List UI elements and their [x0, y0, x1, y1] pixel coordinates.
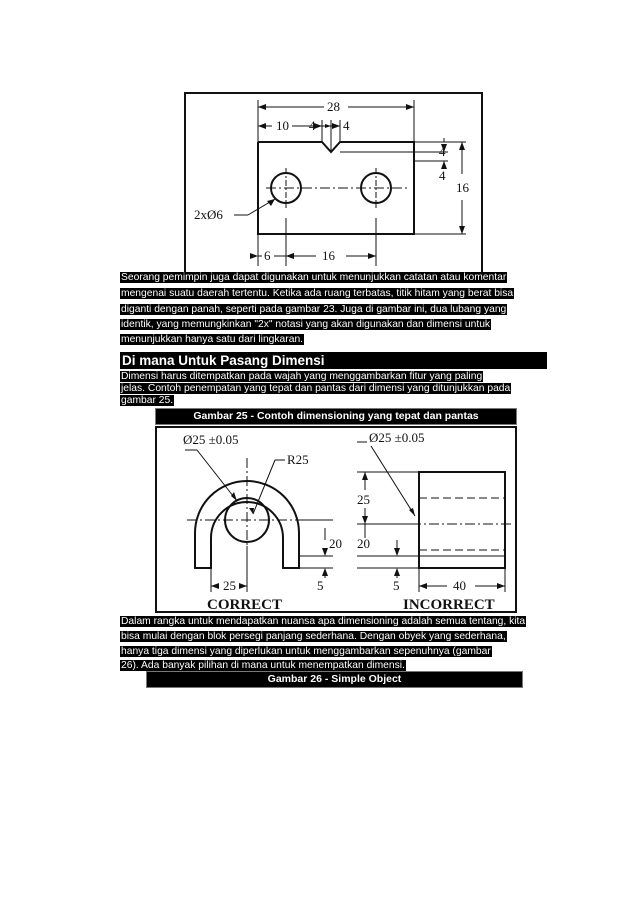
figure-1-drawing	[184, 92, 483, 274]
correct-label: CORRECT	[207, 597, 283, 611]
dim-overall: 28	[327, 99, 340, 114]
dim-height: 16	[456, 180, 469, 195]
dim-right-a: 4	[439, 144, 446, 159]
figure-1-svg	[186, 94, 481, 272]
paragraph-3-line: 26). Ada banyak pilihan di mana untuk menempatkan dimensi.	[121, 660, 405, 671]
dim-notch-a: 4	[309, 118, 316, 133]
incorrect-label: INCORRECT	[403, 597, 495, 611]
dim-bottom-left: 6	[264, 248, 271, 263]
dim-right-b: 4	[439, 168, 446, 183]
dim-bottom-span: 16	[322, 248, 335, 263]
figure-25-caption: Gambar 25 - Contoh dimensioning yang tepat dan pantas	[155, 408, 517, 425]
dim-hole-note: 2xØ6	[194, 207, 223, 222]
incorrect-dim-5: 5	[393, 578, 400, 593]
figure-25-svg	[157, 428, 515, 611]
paragraph-1-line: diganti dengan panah, seperti pada gambar 23. Juga di gambar ini, dua lubang yang	[121, 304, 507, 315]
paragraph-3-line: bisa mulai dengan blok persegi panjang sederhana. Dengan obyek yang sederhana,	[121, 631, 506, 642]
paragraph-1-line: Seorang pemimpin juga dapat digunakan untuk menunjukkan catatan atau komentar	[121, 272, 507, 283]
paragraph-1-line: mengenai suatu daerah tertentu. Ketika ada ruang terbatas, titik hitam yang berat bisa	[121, 288, 514, 299]
dim-left: 10	[276, 118, 289, 133]
paragraph-1-line: menunjukkan hanya satu dari lingkaran.	[121, 334, 304, 345]
correct-dim-20: 20	[329, 536, 342, 551]
incorrect-dim-25: 25	[357, 492, 370, 507]
correct-dim-5: 5	[317, 578, 324, 593]
figure-25-drawing	[155, 426, 517, 613]
correct-dim-25: 25	[223, 578, 236, 593]
figure-26-caption: Gambar 26 - Simple Object	[146, 671, 523, 688]
section-heading: Di mana Untuk Pasang Dimensi	[120, 352, 547, 369]
correct-radius-label: R25	[287, 452, 309, 467]
incorrect-dim-20: 20	[357, 536, 370, 551]
incorrect-dim-40: 40	[453, 578, 466, 593]
incorrect-diameter-label: Ø25 ±0.05	[369, 430, 425, 445]
paragraph-3-line: Dalam rangka untuk mendapatkan nuansa apa dimensioning adalah semua tentang, kita	[121, 616, 526, 627]
dim-notch-b: 4	[343, 118, 350, 133]
paragraph-3-line: hanya tiga dimensi yang diperlukan untuk menggambarkan sepenuhnya (gambar	[121, 646, 491, 657]
paragraph-2-line: jelas. Contoh penempatan yang tepat dan pantas dari dimensi yang ditunjukkan pada	[121, 383, 511, 394]
paragraph-2-line: Dimensi harus ditempatkan pada wajah yang menggambarkan fitur yang paling	[121, 371, 483, 382]
correct-diameter-label: Ø25 ±0.05	[183, 432, 239, 447]
paragraph-2-line: gambar 25.	[121, 395, 174, 406]
paragraph-1-line: identik, yang memungkinkan "2x" notasi yang akan digunakan dan dimensi untuk	[121, 319, 491, 330]
